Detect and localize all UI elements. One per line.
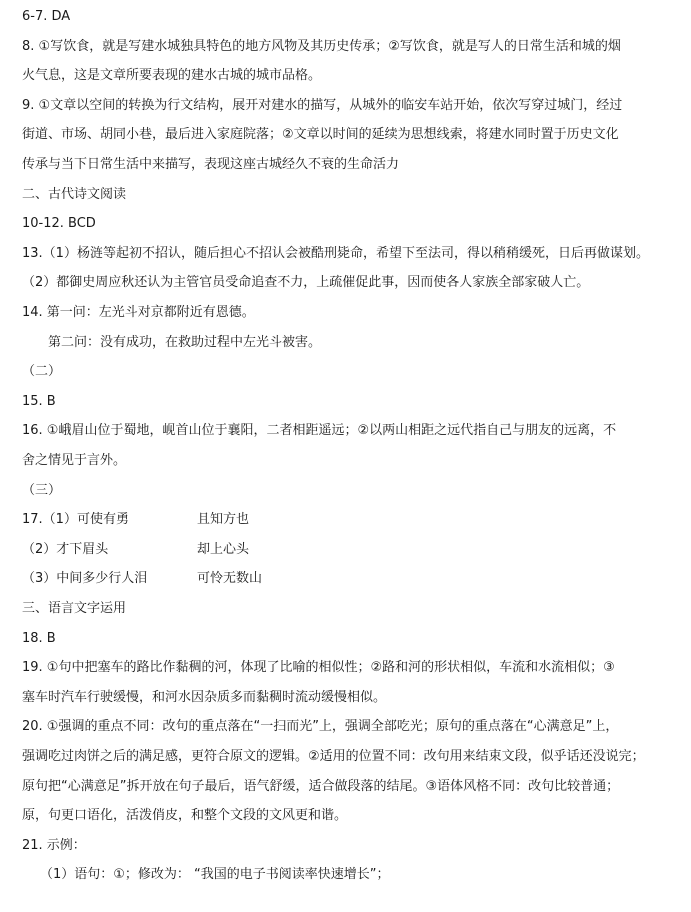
answer-20-line-2: 强调吃过肉饼之后的满足感，更符合原文的逻辑。②适用的位置不同：改句用来结束文段，似乎话还没说完； <box>22 749 645 764</box>
answer-21-heading: 21. 示例： <box>22 837 86 853</box>
subsection-2: （二） <box>22 364 62 380</box>
section-heading-language: 三、语言文字运用 <box>22 601 127 616</box>
answer-8-line-2: 火气息，这是文章所要表现的建水古城的城市品格。 <box>22 68 322 84</box>
answer-18: 18. B <box>22 630 56 646</box>
answer-20-line-3: 原句把“心满意足”拆开放在句子最后，语气舒缓，适合做段落的结尾。③语体风格不同：改句比较普通； <box>22 778 620 794</box>
answer-16-line-2: 舍之情见于言外。 <box>22 453 127 468</box>
answer-17-part-2 <box>22 541 672 558</box>
answer-20-line-4: 原，句更口语化，活泼俏皮，和整个文段的文风更和谐。 <box>22 808 348 824</box>
answer-19-line-2: 塞车时汽车行驶缓慢，和河水因杂质多而黏稠时流动缓慢相似。 <box>22 689 387 705</box>
answer-6-7: 6-7. DA <box>22 9 71 24</box>
answer-17-2-first: （2）才下眉头 <box>22 541 109 557</box>
answer-21-part-1: （1）语句：①；修改为： “我国的电子书阅读率快速增长”； <box>40 867 390 883</box>
answer-20-line-1: 20. ①强调的重点不同：改句的重点落在“一扫而光”上，强调全部吃光；原句的重点落在“心满意足”上， <box>22 719 619 735</box>
answer-15: 15. B <box>22 393 56 409</box>
subsection-3: （三） <box>22 482 62 498</box>
answer-9-line-2: 街道、市场、胡同小巷，最后进入家庭院落；②文章以时间的延续为思想线索，将建水同时置于历史文化 <box>22 127 619 143</box>
answer-17-2-second: 却上心头 <box>197 541 250 557</box>
answer-19-line-1: 19. ①句中把塞车的路比作黏稠的河，体现了比喻的相似性；②路和河的形状相似，车流和水流相似；③ <box>22 660 615 676</box>
answer-14-q2: 第二问：没有成功，在救助过程中左光斗被害。 <box>48 334 322 350</box>
answer-9-line-1: 9. ①文章以空间的转换为行文结构，展开对建水的描写，从城外的临安车站开始，依次写穿过城门，经过 <box>22 97 623 113</box>
answer-16-line-1: 16. ①峨眉山位于蜀地，岘首山位于襄阳，二者相距遥远；②以两山相距之远代指自己与朋友的远离，不 <box>22 423 617 439</box>
answer-10-12: 10-12. BCD <box>22 216 96 232</box>
answer-8-line-1: 8. ①写饮食，就是写建水城独具特色的地方风物及其历史传承；②写饮食，就是写人的日常生活和城的烟 <box>22 38 621 54</box>
answer-17-1-second: 且知方也 <box>197 512 250 528</box>
answer-13-part-1: 13.（1）杨涟等起初不招认，随后担心不招认会被酷刑毙命，希望下至法司，得以稍稍缓死，日后再做谋划。 <box>22 245 649 261</box>
answer-9-line-3: 传承与当下日常生活中来描写，表现这座古城经久不衰的生命活力 <box>22 157 400 172</box>
answer-17-part-1 <box>22 511 672 528</box>
section-heading-classical: 二、古代诗文阅读 <box>22 186 127 202</box>
answer-17-3-first: （3）中间多少行人泪 <box>22 571 148 587</box>
answer-17-1-first: 17.（1）可使有勇 <box>22 512 129 528</box>
answer-17-part-3 <box>22 570 672 587</box>
answer-13-part-2: （2）都御史周应秋还认为主管官员受命追查不力，上疏催促此事，因而使各人家族全部家破人亡。 <box>22 275 590 291</box>
answer-17-3-second: 可怜无数山 <box>197 571 263 587</box>
answer-14-q1: 14. 第一问：左光斗对京都附近有恩德。 <box>22 305 255 320</box>
